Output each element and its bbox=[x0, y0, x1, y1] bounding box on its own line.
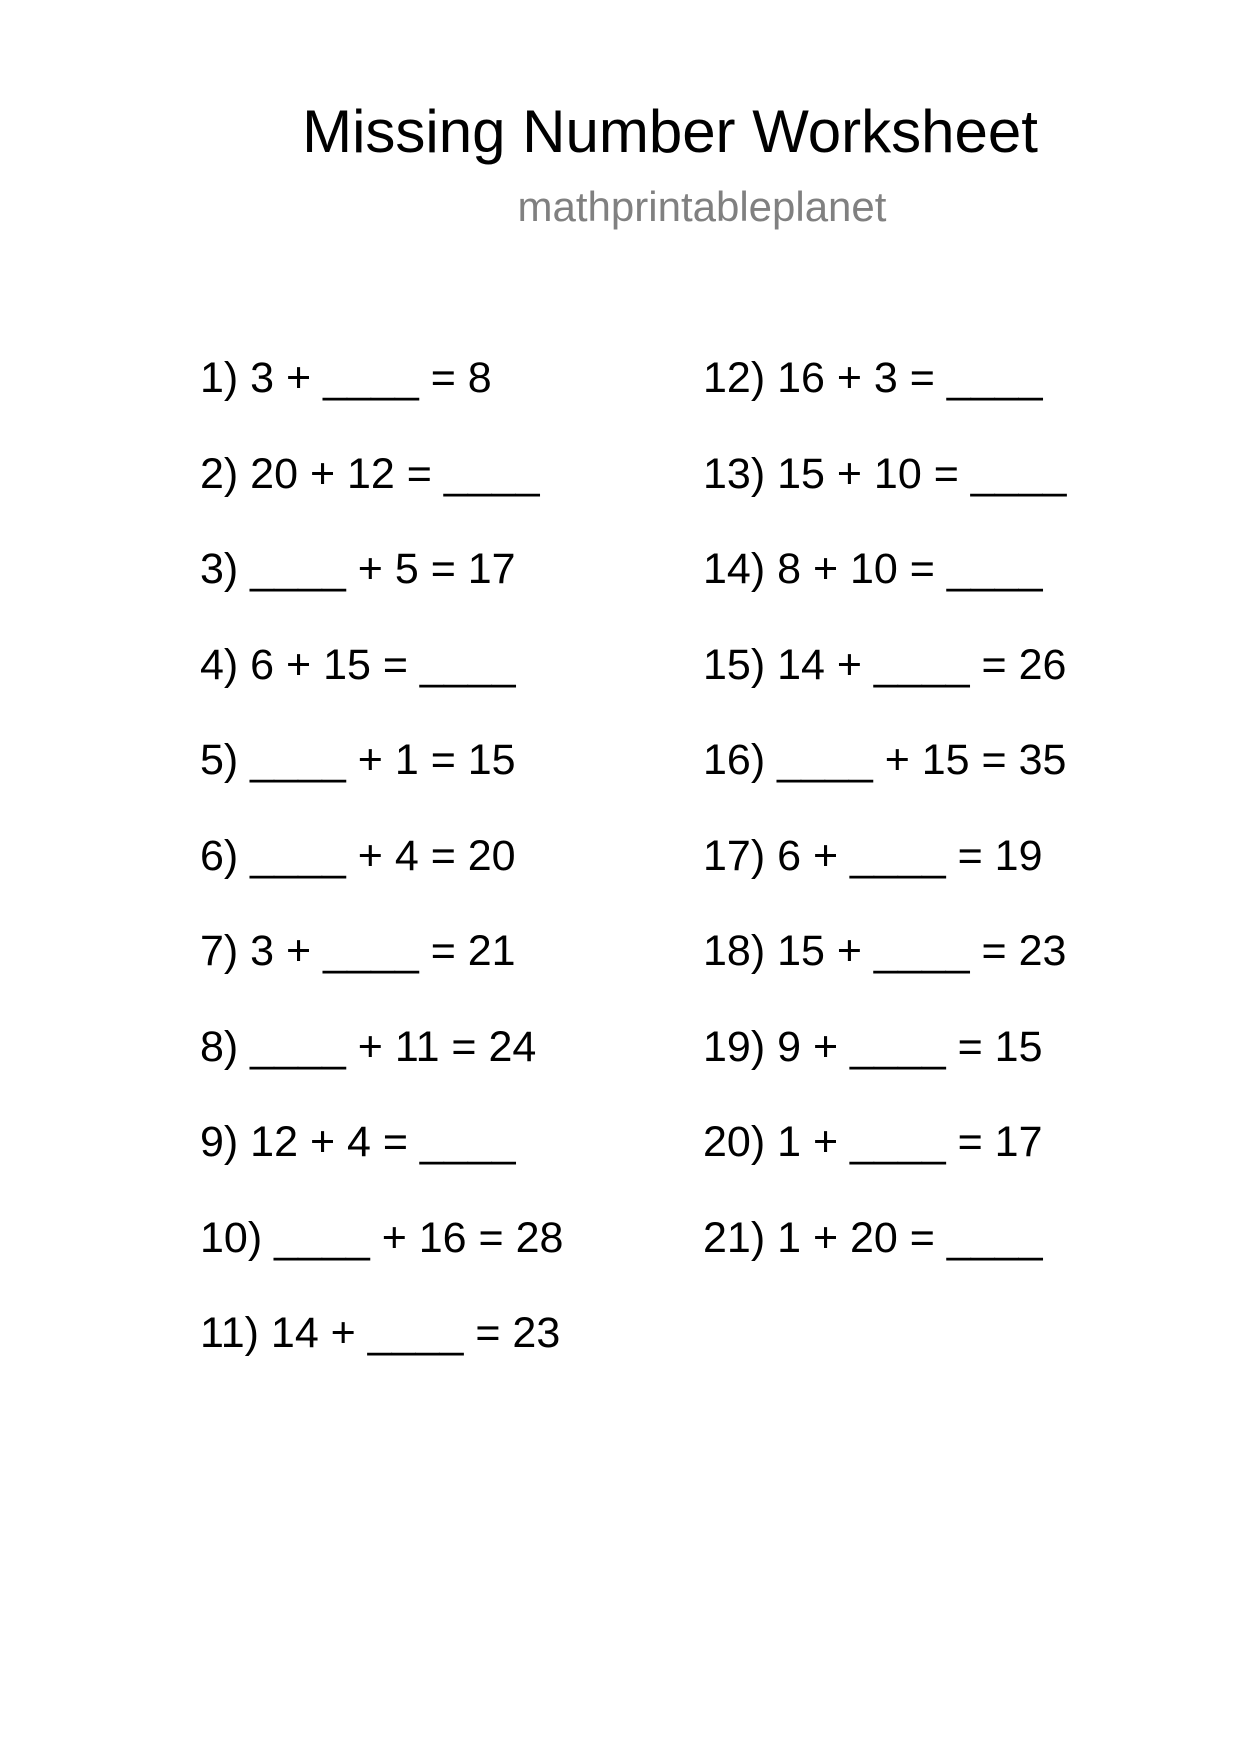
problem-18: 18) 15 + ____ = 23 bbox=[703, 927, 1067, 975]
problem-4: 4) 6 + 15 = ____ bbox=[200, 640, 516, 689]
left-problem-column bbox=[200, 348, 563, 1399]
problem-2: 2) 20 + 12 = ____ bbox=[200, 449, 540, 498]
problem-5: 5) ____ + 1 = 15 bbox=[200, 736, 516, 784]
problem-15: 15) 14 + ____ = 26 bbox=[703, 640, 1067, 689]
worksheet-title: Missing Number Worksheet bbox=[302, 98, 1038, 165]
problem-1: 1) 3 + ____ = 8 bbox=[200, 354, 492, 402]
problem-17: 17) 6 + ____ = 19 bbox=[703, 831, 1043, 880]
problem-19: 19) 9 + ____ = 15 bbox=[703, 1022, 1043, 1071]
problem-11: 11) 14 + ____ = 23 bbox=[200, 1309, 561, 1357]
problem-3: 3) ____ + 5 = 17 bbox=[200, 545, 516, 593]
problem-8: 8) ____ + 11 = 24 bbox=[200, 1022, 537, 1071]
problem-12: 12) 16 + 3 = ____ bbox=[703, 354, 1043, 402]
problem-16: 16) ____ + 15 = 35 bbox=[703, 736, 1067, 784]
problem-13: 13) 15 + 10 = ____ bbox=[703, 449, 1067, 498]
problem-6: 6) ____ + 4 = 20 bbox=[200, 831, 516, 880]
problem-14: 14) 8 + 10 = ____ bbox=[703, 545, 1043, 593]
problem-20: 20) 1 + ____ = 17 bbox=[703, 1118, 1043, 1166]
problem-9: 9) 12 + 4 = ____ bbox=[200, 1118, 516, 1166]
problem-21: 21) 1 + 20 = ____ bbox=[703, 1213, 1043, 1262]
problem-7: 7) 3 + ____ = 21 bbox=[200, 927, 516, 975]
worksheet-subtitle: mathprintableplanet bbox=[517, 183, 887, 230]
right-problem-column bbox=[703, 348, 1066, 1303]
problem-10: 10) ____ + 16 = 28 bbox=[200, 1213, 564, 1262]
